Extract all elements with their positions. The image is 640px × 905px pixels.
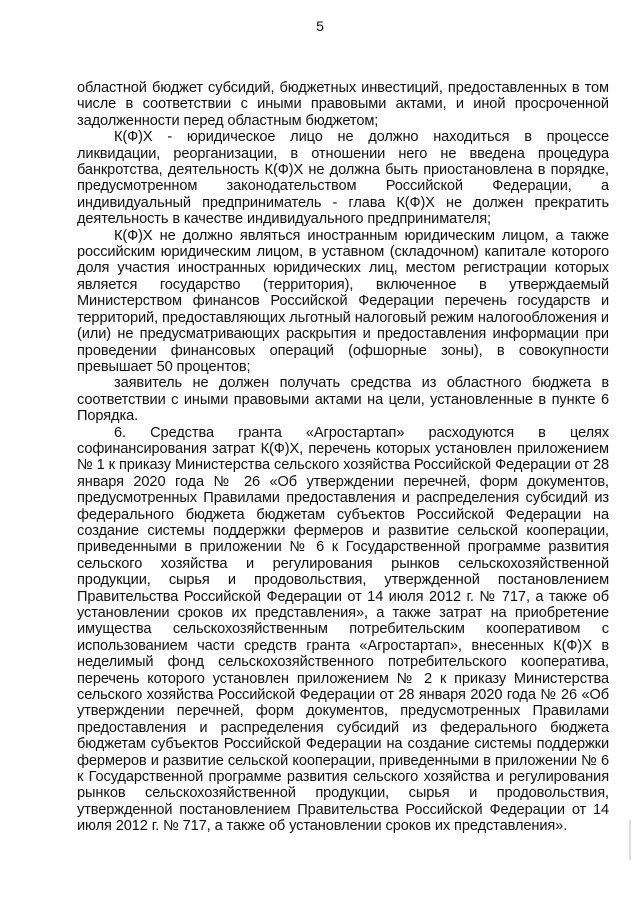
paragraph-applicant-funding-requirement: заявитель не должен получать средства из областного бюджета в соответствии с иными правовыми актами на цели, установленные в пункте 6 Порядка. (77, 375, 609, 425)
paragraph-continuation: областной бюджет субсидий, бюджетных инвестиций, предоставленных в том числе в соответствии с иными правовыми актами, и иной просроченной задолженности перед областным бюджетом; (77, 80, 609, 129)
page-number: 5 (316, 18, 324, 34)
paragraph-foreign-entity-requirement: К(Ф)Х не должно являться иностранным юридическим лицом, а также российским юридическим лицом, в уставном (складочном) капитале которого доля участия иностранных юридических лиц, местом регистрации которых является государство (территория), включенное в утверждаемый Министерством финансов Российской Федерации перечень государств и территорий, предоставляющих льготный налоговый режим налогообложения и (или) не предусматривающих раскрытия и предоставления информации при проведении финансовых операций (офшорные зоны), в совокупности превышает 50 процентов; (77, 227, 609, 375)
paragraph-liquidation-requirement: К(Ф)Х - юридическое лицо не должно находиться в процессе ликвидации, реорганизации, в отношении него не введена процедура банкротства, деятельность К(Ф)Х не должна быть приостановлена в порядке, предусмотренном законодательством Российской Федерации, а индивидуальный предприниматель - глава К(Ф)Х не должен прекратить деятельность в качестве индивидуального предпринимателя; (77, 129, 609, 228)
paragraph-section-6-grant-expenses: 6. Средства гранта «Агростартап» расходуются в целях софинансирования затрат К(Ф)Х, перечень которых установлен приложением № 1 к приказу Министерства сельского хозяйства Российской Федерации от 28 января 2020 года № 26 «Об утверждении перечней, форм документов, предусмотренных Правилами предоставления и распределения субсидий из федерального бюджета бюджетам субъектов Российской Федерации на создание системы поддержки фермеров и развитие сельской кооперации, приведенными в приложении № 6 к Государственной программе развития сельского хозяйства и регулирования рынков сельскохозяйственной продукции, сырья и продовольствия, утвержденной постановлением Правительства Российской Федерации от 14 июля 2012 г. № 717, а также об установлении сроков их представления», а также затрат на приобретение имущества сельскохозяйственным потребительским кооперативом с использованием части средств гранта «Агростартап», внесенных К(Ф)Х в неделимый фонд сельскохозяйственного потребительского кооператива, перечень которого установлен приложением № 2 к приказу Министерства сельского хозяйства Российской Федерации от 28 января 2020 года № 26 «Об утверждении перечней, форм документов, предусмотренных Правилами предоставления и распределения субсидий из федерального бюджета бюджетам субъектов Российской Федерации на создание системы поддержки фермеров и развитие сельской кооперации, приведенными в приложении № 6 к Государственной программе развития сельского хозяйства и регулирования рынков сельскохозяйственной продукции, сырья и продовольствия, утвержденной постановлением Правительства Российской Федерации от 14 июля 2012 г. № 717, а также об установлении сроков их представления». (77, 424, 609, 835)
document-body (77, 80, 609, 835)
scan-edge-artifact (629, 820, 631, 860)
